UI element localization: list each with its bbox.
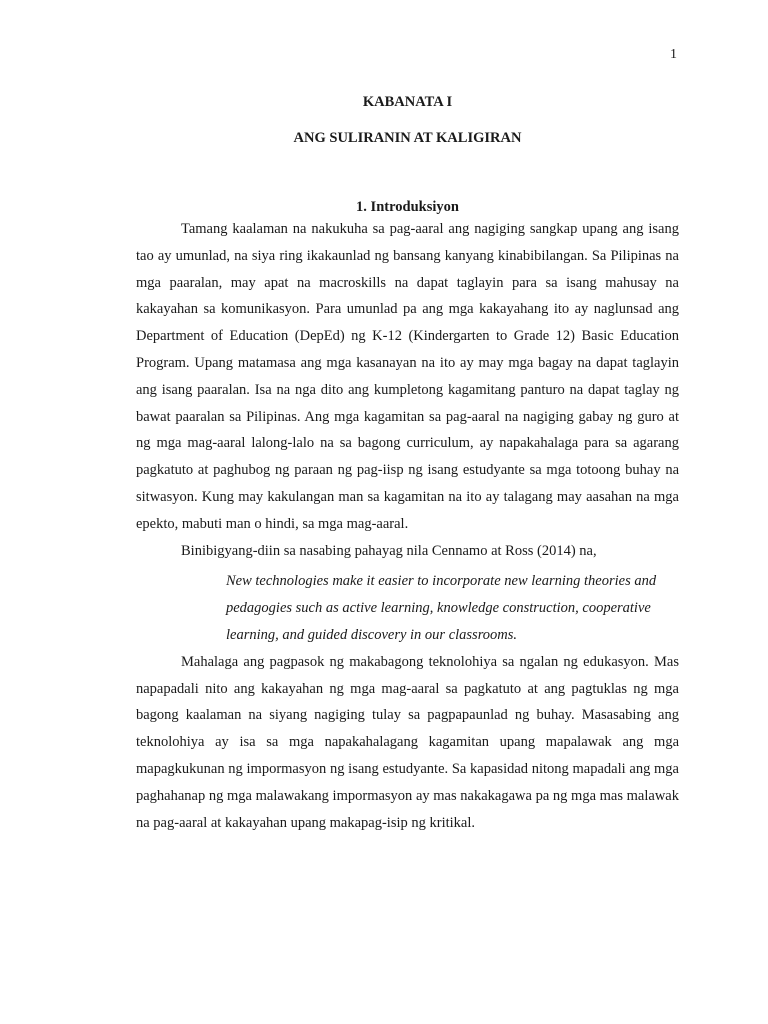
section-title: 1. Introduksiyon	[356, 199, 459, 215]
citation-lead-paragraph: Binibigyang-diin sa nasabing pahayag nila Cennamo at Ross (2014) na,	[181, 542, 597, 559]
introduction-paragraph: Tamang kaalaman na nakukuha sa pag-aaral ang nagiging sangkap upang ang isang tao ay umunlad, na siya ring ikakaunlad ng bansang kanyang kinabibilangan. Sa Pilipinas na mga paaralan, may apat na macroskills na dapat taglayin para sa isang mahusay na kakayahan sa komunikasyon. Para umunlad pa ang mga kakayahang ito ay naglunsad ang Department of Education (DepEd) ng K-12 (Kindergarten to Grade 12) Basic Education Program. Upang matamasa ang mga kasanayan na ito ay may mga bagay na dapat taglayin ang isang paaralan. Isa na nga dito ang kumpletong kagamitang panturo na dapat taglay ng bawat paaralan sa Pilipinas. Ang mga kagamitan sa pag-aaral na nagiging gabay ng guro at ng mga mag-aaral lalong-lalo na sa bagong curriculum, ay napakahalaga para sa agarang pagkatuto at paghubog ng paraan ng pag-iisp ng isang estudyante sa mga totoong buhay na sitwasyon. Kung may kakulangan man sa kagamitan na ito ay talagang may aasahan na mga epekto, mabuti man o hindi, sa mga mag-aaral.	[136, 221, 679, 532]
document-body	[136, 93, 679, 836]
page-number: 1	[670, 47, 677, 62]
block-quote: New technologies make it easier to incorporate new learning theories and pedagogies such as active learning, knowledge construction, cooperative learning, and guided discovery in our classrooms.	[226, 573, 657, 643]
chapter-subtitle: ANG SULIRANIN AT KALIGIRAN	[293, 130, 522, 146]
chapter-title: KABANATA I	[362, 94, 453, 110]
technology-paragraph: Mahalaga ang pagpasok ng makabagong teknolohiya sa ngalan ng edukasyon. Mas napapadali nito ang kakayahan ng mga mag-aaral sa pagkatuto at ang pagtuklas ng mga bagong kaalaman na siyang nagiging tulay sa pagpapaunlad ng buhay. Masasabing ang teknolohiya ay isa sa mga napakahalagang kagamitan upang mapalawak ang mga mapagkukunan ng impormasyon ng isang estudyante. Sa kapasidad nitong mapadali ang mga paghahanap ng mga malawakang impormasyon ay mas nakakagawa pa ng mga mas malawak na pag-aaral at kakayahan upang makapag-isip ng kritikal.	[136, 653, 679, 831]
